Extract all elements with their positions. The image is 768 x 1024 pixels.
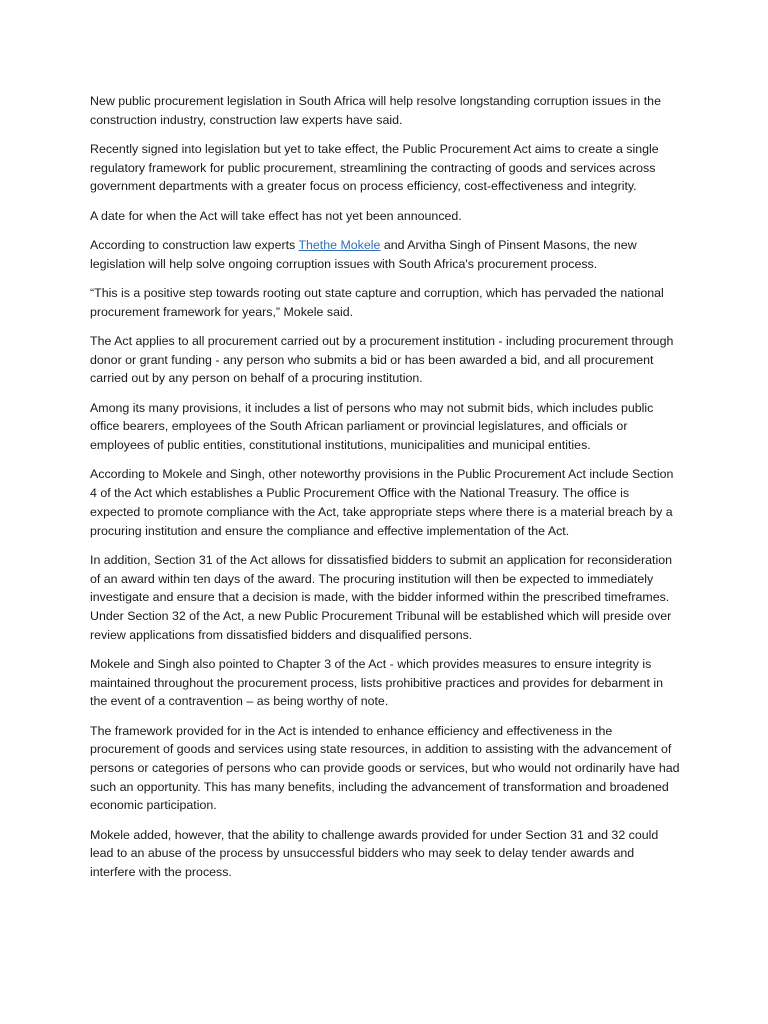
paragraph-framework: The framework provided for in the Act is intended to enhance efficiency and effectiveness in the procurement of goods and services using state resources, in addition to assisting with the advancement of persons or categories of persons who can provide goods or services, but who would not ordinarily have had such an opportunity. This has many benefits, including the advancement of transformation and broadened economic participation. (90, 723, 680, 813)
paragraph-concerns: Mokele added, however, that the ability to challenge awards provided for under Section 31 and 32 could lead to an abuse of the process by unsuccessful bidders who may seek to delay tender awards and interfere with the process. (90, 827, 659, 880)
paragraph-section-31-32: In addition, Section 31 of the Act allows for dissatisfied bidders to submit an application for reconsideration of an award within ten days of the award. The procuring institution will then be expected to immediately investigate and ensure that a decision is made, with the bidder informed within the prescribed timeframes. Under Section 32 of the Act, a new Public Procurement Tribunal will be established which will preside over review applications from dissatisfied bidders and disqualified persons. (90, 552, 673, 642)
paragraph-excluded-bidders: Among its many provisions, it includes a list of persons who may not submit bids, which includes public office bearers, employees of the South African parliament or provincial legislatures, and officials or employees of public entities, constitutional institutions, municipalities and municipal entities. (90, 400, 654, 453)
paragraph-experts-text-after: and Arvitha Singh of Pinsent Masons, the new legislation will help solve ongoing corruption issues with South Africa's procurement process. (90, 238, 637, 271)
expert-name-link[interactable]: Thethe Mokele (298, 238, 381, 252)
paragraph-intro: New public procurement legislation in South Africa will help resolve longstanding corruption issues in the construction industry, construction law experts have said. (90, 94, 661, 127)
paragraph-experts-text-before: According to construction law experts (90, 238, 299, 252)
paragraph-section-4: According to Mokele and Singh, other noteworthy provisions in the Public Procurement Act include Section 4 of the Act which establishes a Public Procurement Office with the National Treasury. The office is expected to promote compliance with the Act, take appropriate steps where there is a material breach by a procuring institution and ensure the compliance and effective implementation of the Act. (90, 467, 674, 538)
paragraph-effective-date: A date for when the Act will take effect has not yet been announced. (90, 208, 462, 223)
paragraph-quote: “This is a positive step towards rooting out state capture and corruption, which has pervaded the national procurement framework for years,” Mokele said. (90, 286, 664, 319)
paragraph-chapter-3: Mokele and Singh also pointed to Chapter 3 of the Act - which provides measures to ensure integrity is maintained throughout the procurement process, lists prohibitive practices and provides for debarment in the event of a contravention – as being worthy of note. (90, 656, 664, 709)
paragraph-scope: The Act applies to all procurement carried out by a procurement institution - including procurement through donor or grant funding - any person who submits a bid or has been awarded a bid, and all procurement carried out by any person on behalf of a procuring institution. (90, 334, 674, 386)
document-body (90, 92, 682, 892)
paragraph-experts (90, 236, 682, 273)
paragraph-act-overview: Recently signed into legislation but yet to take effect, the Public Procurement Act aims to create a single regulatory framework for public procurement, streamlining the contracting of goods and services across government departments with a greater focus on process efficiency, cost-effectiveness and integrity. (90, 142, 659, 194)
